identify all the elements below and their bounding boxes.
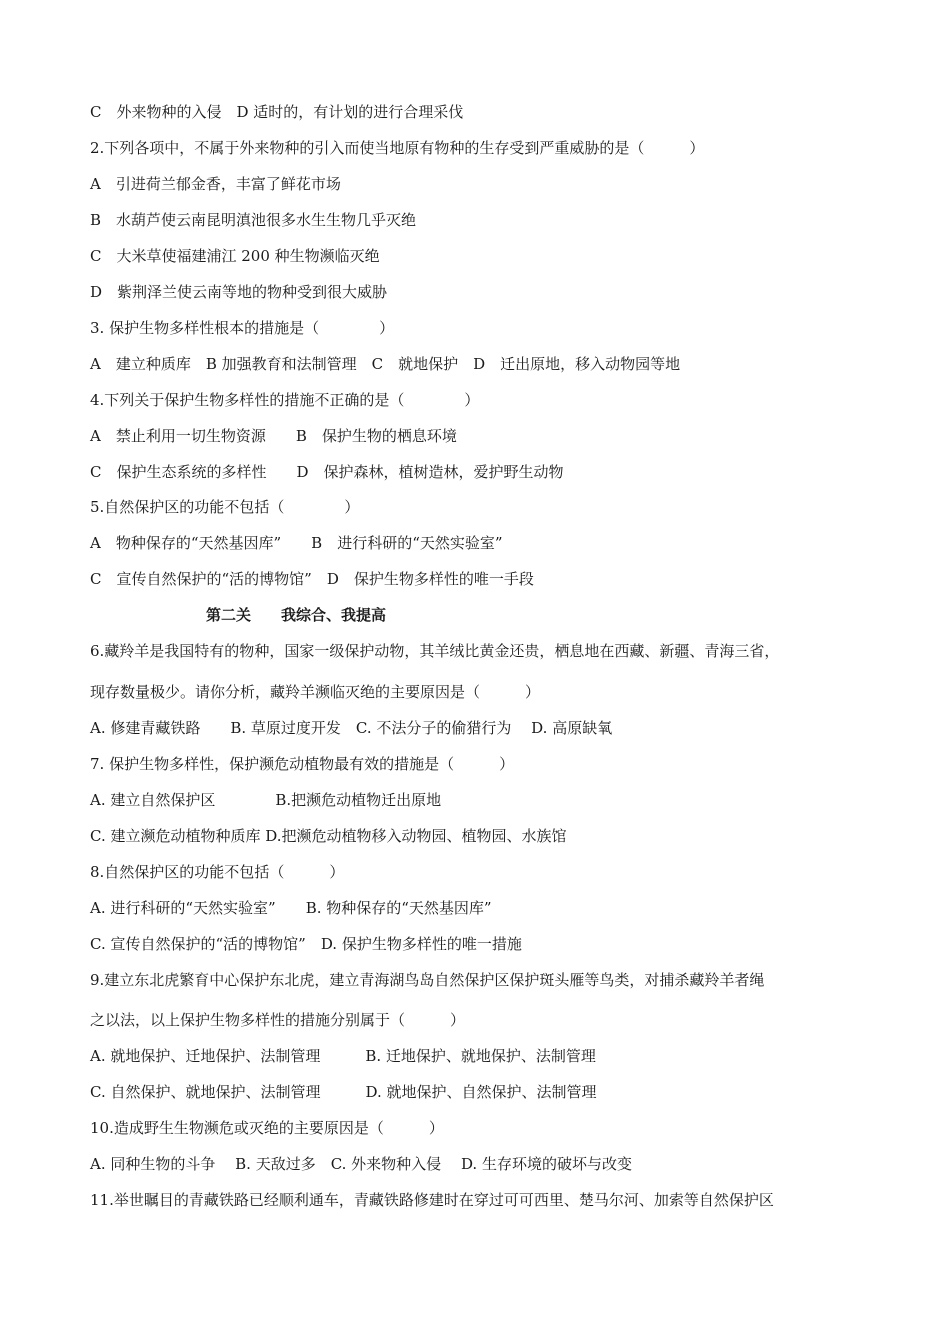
section-heading: 第二关 我综合、我提高 [206,606,387,624]
q2-option-a: A 引进荷兰郁金香，丰富了鲜花市场 [90,175,341,193]
q2-stem: 2.下列各项中，不属于外来物种的引入而使当地原有物种的生存受到严重威胁的是（ ） [90,139,705,157]
q3-options: A 建立种质库 B 加强教育和法制管理 C 就地保护 D 迁出原地，移入动物园等地 [90,355,681,373]
q6-stem-line2: 现存数量极少。请你分析，藏羚羊濒临灭绝的主要原因是（ ） [90,683,541,701]
q9-options-ab: A. 就地保护、迁地保护、法制管理 B. 迁地保护、就地保护、法制管理 [90,1047,596,1065]
q7-options-ab: A. 建立自然保护区 B.把濒危动植物迁出原地 [90,791,442,809]
q7-options-cd: C. 建立濒危动植物种质库 D.把濒危动植物移入动物园、植物园、水族馆 [90,827,567,845]
q9-stem-line2: 之以法，以上保护生物多样性的措施分别属于（ ） [90,1011,466,1029]
q11-stem: 11.举世瞩目的青藏铁路已经顺利通车，青藏铁路修建时在穿过可可西里、楚马尔河、加索等自然保护区 [90,1191,774,1209]
q10-stem: 10.造成野生生物濒危或灭绝的主要原因是（ ） [90,1119,444,1137]
q6-stem-line1: 6.藏羚羊是我国特有的物种，国家一级保护动物，其羊绒比黄金还贵，栖息地在西藏、新疆、青海三省， [90,642,780,660]
q4-stem: 4.下列关于保护生物多样性的措施不正确的是（ ） [90,391,480,409]
q7-stem: 7. 保护生物多样性，保护濒危动植物最有效的措施是（ ） [90,755,515,773]
q1-options-cd: C 外来物种的入侵 D 适时的，有计划的进行合理采伐 [90,103,464,121]
q5-options-cd: C 宣传自然保护的“活的博物馆” D 保护生物多样性的唯一手段 [90,570,534,588]
q9-stem-line1: 9.建立东北虎繁育中心保护东北虎，建立青海湖鸟岛自然保护区保护斑头雁等鸟类，对捕杀藏羚羊者绳 [90,971,765,989]
q9-options-cd: C. 自然保护、就地保护、法制管理 D. 就地保护、自然保护、法制管理 [90,1083,597,1101]
q3-stem: 3. 保护生物多样性根本的措施是（ ） [90,319,395,337]
q2-option-b: B 水葫芦使云南昆明滇池很多水生生物几乎灭绝 [90,211,417,229]
q8-options-ab: A. 进行科研的“天然实验室” B. 物种保存的“天然基因库” [90,899,492,917]
q5-stem: 5.自然保护区的功能不包括（ ） [90,498,360,516]
q6-options: A. 修建青藏铁路 B. 草原过度开发 C. 不法分子的偷猎行为 D. 高原缺氧 [90,719,613,737]
q8-options-cd: C. 宣传自然保护的“活的博物馆” D. 保护生物多样性的唯一措施 [90,935,522,953]
q2-option-d: D 紫荆泽兰使云南等地的物种受到很大威胁 [90,283,388,301]
q8-stem: 8.自然保护区的功能不包括（ ） [90,863,345,881]
q5-options-ab: A 物种保存的“天然基因库” B 进行科研的“天然实验室” [90,534,503,552]
q4-options-ab: A 禁止利用一切生物资源 B 保护生物的栖息环境 [90,427,457,445]
q10-options: A. 同种生物的斗争 B. 天敌过多 C. 外来物种入侵 D. 生存环境的破坏与改变 [90,1155,632,1173]
q4-options-cd: C 保护生态系统的多样性 D 保护森林，植树造林，爱护野生动物 [90,463,564,481]
q2-option-c: C 大米草使福建浦江 200 种生物濒临灭绝 [90,247,380,265]
